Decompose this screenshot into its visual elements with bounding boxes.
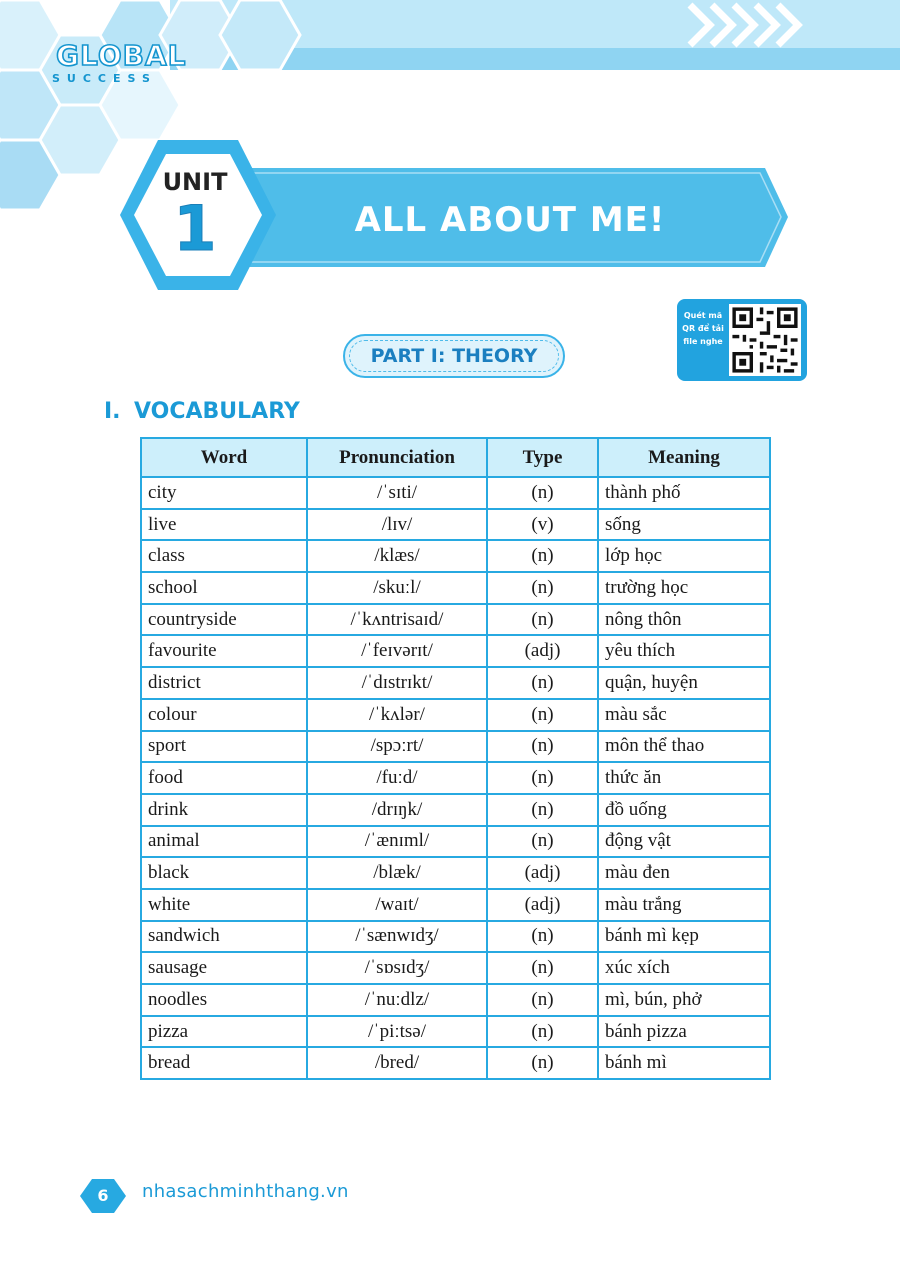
section-title: VOCABULARY (134, 399, 300, 424)
table-row (141, 889, 770, 921)
table-row (141, 1047, 770, 1079)
vocabulary-table (140, 437, 771, 1080)
cell-word: class (141, 540, 307, 572)
cell-type: (adj) (487, 635, 598, 667)
cell-pronunciation: /ˈfeɪvərɪt/ (307, 635, 487, 667)
cell-pronunciation: /blæk/ (307, 857, 487, 889)
logo-main-text: GLOBAL (56, 39, 187, 72)
cell-type: (n) (487, 477, 598, 509)
qr-caption: Quét mã QR để tải file nghe (682, 311, 724, 346)
table-row (141, 1016, 770, 1048)
cell-word: colour (141, 699, 307, 731)
cell-word: bread (141, 1047, 307, 1079)
cell-type: (n) (487, 952, 598, 984)
cell-type: (n) (487, 572, 598, 604)
cell-meaning: trường học (598, 572, 770, 604)
cell-pronunciation: /ˈdɪstrɪkt/ (307, 667, 487, 699)
cell-type: (n) (487, 826, 598, 858)
cell-pronunciation: /ˈsɒsɪdʒ/ (307, 952, 487, 984)
cell-meaning: màu đen (598, 857, 770, 889)
table-row (141, 952, 770, 984)
cell-type: (n) (487, 1047, 598, 1079)
logo-sub-text: SUCCESS (52, 72, 157, 85)
cell-type: (n) (487, 984, 598, 1016)
cell-pronunciation: /ˈkʌlər/ (307, 699, 487, 731)
table-row (141, 477, 770, 509)
header-type: Type (487, 438, 598, 477)
cell-meaning: lớp học (598, 540, 770, 572)
cell-word: favourite (141, 635, 307, 667)
cell-pronunciation: /ˈænɪml/ (307, 826, 487, 858)
table-row (141, 826, 770, 858)
page-number: 6 (97, 1186, 109, 1205)
cell-type: (adj) (487, 857, 598, 889)
table-row (141, 540, 770, 572)
table-row (141, 794, 770, 826)
unit-number: 1 (173, 192, 217, 265)
cell-meaning: màu sắc (598, 699, 770, 731)
cell-type: (n) (487, 762, 598, 794)
table-row (141, 921, 770, 953)
cell-word: live (141, 509, 307, 541)
cell-pronunciation: /lɪv/ (307, 509, 487, 541)
table-row (141, 984, 770, 1016)
cell-word: black (141, 857, 307, 889)
cell-type: (n) (487, 731, 598, 763)
cell-pronunciation: /ˈsɪti/ (307, 477, 487, 509)
cell-meaning: sống (598, 509, 770, 541)
cell-meaning: mì, bún, phở (598, 984, 770, 1016)
table-row (141, 857, 770, 889)
cell-pronunciation: /ˈsænwɪdʒ/ (307, 921, 487, 953)
cell-meaning: thức ăn (598, 762, 770, 794)
cell-meaning: bánh mì (598, 1047, 770, 1079)
cell-meaning: màu trắng (598, 889, 770, 921)
cell-pronunciation: /ˈkʌntrisaɪd/ (307, 604, 487, 636)
header-word: Word (141, 438, 307, 477)
cell-word: drink (141, 794, 307, 826)
table-row (141, 604, 770, 636)
cell-word: noodles (141, 984, 307, 1016)
cell-word: city (141, 477, 307, 509)
cell-pronunciation: /ˈpiːtsə/ (307, 1016, 487, 1048)
section-heading (104, 399, 300, 424)
unit-title: ALL ABOUT ME! (354, 200, 666, 240)
table-header-row (141, 438, 770, 477)
header-meaning: Meaning (598, 438, 770, 477)
cell-meaning: bánh mì kẹp (598, 921, 770, 953)
cell-meaning: xúc xích (598, 952, 770, 984)
cell-pronunciation: /fuːd/ (307, 762, 487, 794)
qr-panel[interactable] (677, 299, 807, 381)
cell-type: (v) (487, 509, 598, 541)
cell-pronunciation: /klæs/ (307, 540, 487, 572)
table-row (141, 731, 770, 763)
cell-pronunciation: /bred/ (307, 1047, 487, 1079)
cell-meaning: nông thôn (598, 604, 770, 636)
cell-word: pizza (141, 1016, 307, 1048)
cell-meaning: động vật (598, 826, 770, 858)
cell-word: animal (141, 826, 307, 858)
cell-word: white (141, 889, 307, 921)
cell-pronunciation: /ˈnuːdlz/ (307, 984, 487, 1016)
qr-code-icon[interactable] (729, 304, 801, 376)
cell-pronunciation: /spɔːrt/ (307, 731, 487, 763)
cell-type: (n) (487, 604, 598, 636)
cell-meaning: quận, huyện (598, 667, 770, 699)
cell-type: (n) (487, 667, 598, 699)
footer-website[interactable]: nhasachminhthang.vn (142, 1181, 349, 1202)
table-row (141, 572, 770, 604)
cell-word: sausage (141, 952, 307, 984)
part-heading-label: PART I: THEORY (349, 340, 559, 372)
cell-pronunciation: /waɪt/ (307, 889, 487, 921)
cell-pronunciation: /skuːl/ (307, 572, 487, 604)
cell-meaning: thành phố (598, 477, 770, 509)
cell-type: (n) (487, 794, 598, 826)
cell-type: (n) (487, 540, 598, 572)
global-success-logo (44, 40, 214, 100)
cell-word: sport (141, 731, 307, 763)
cell-meaning: đồ uống (598, 794, 770, 826)
table-row (141, 635, 770, 667)
section-number: I. (104, 399, 121, 424)
cell-meaning: môn thể thao (598, 731, 770, 763)
cell-meaning: yêu thích (598, 635, 770, 667)
table-row (141, 762, 770, 794)
cell-word: sandwich (141, 921, 307, 953)
cell-word: school (141, 572, 307, 604)
cell-meaning: bánh pizza (598, 1016, 770, 1048)
cell-word: district (141, 667, 307, 699)
table-row (141, 509, 770, 541)
cell-pronunciation: /drɪŋk/ (307, 794, 487, 826)
cell-type: (n) (487, 921, 598, 953)
unit-label: UNIT (162, 168, 228, 196)
cell-type: (n) (487, 699, 598, 731)
table-row (141, 667, 770, 699)
part-heading-pill (343, 334, 565, 378)
header-pronunciation: Pronunciation (307, 438, 487, 477)
cell-type: (n) (487, 1016, 598, 1048)
cell-word: food (141, 762, 307, 794)
cell-word: countryside (141, 604, 307, 636)
cell-type: (adj) (487, 889, 598, 921)
table-row (141, 699, 770, 731)
